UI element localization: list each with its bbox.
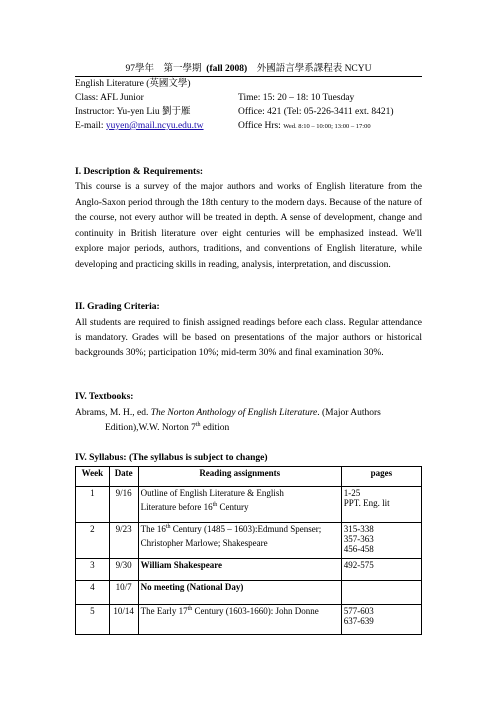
reading-cell <box>138 605 341 635</box>
reading-line: Outline of English Literature & English <box>140 488 284 498</box>
reading-part: The 16 <box>140 524 166 534</box>
week-cell: 1 <box>76 487 110 523</box>
reading-line <box>141 502 339 512</box>
textbook-author: Abrams, M. H., ed. <box>75 408 151 418</box>
pages-cell <box>341 523 421 559</box>
textbook-rest: . (Major Authors <box>317 408 381 418</box>
pages-cell <box>341 487 421 523</box>
header-week: Week <box>76 467 110 487</box>
pages-line: 315-338 <box>343 524 374 534</box>
textbooks-heading: IV. Textbooks: <box>75 392 134 402</box>
reading-part: Century (1603-1660): John Donne <box>192 606 319 616</box>
table-row <box>76 559 422 581</box>
table-row <box>76 581 422 605</box>
header-date: Date <box>109 467 138 487</box>
email-link[interactable]: yuyen@mail.ncyu.edu.tw <box>105 121 204 131</box>
pages-line: 357-363 <box>343 534 374 544</box>
week-cell: 2 <box>76 523 110 559</box>
textbook-edition-sup: th <box>195 421 201 428</box>
header-fall: (fall 2008) <box>206 64 248 74</box>
reading-part: Century <box>217 502 249 512</box>
header-pages: pages <box>341 467 421 487</box>
office-hours-value: Wed. 8:10 – 10:00; 13:00 – 17:00 <box>283 123 371 130</box>
time-label: Time: 15: 20 – 18: 10 Tuesday <box>238 93 355 103</box>
date-cell: 10/7 <box>109 581 138 605</box>
reading-line: Christopher Marlowe; Shakespeare <box>140 538 268 548</box>
date-cell: 9/23 <box>109 523 138 559</box>
header-term: 第一學期 <box>163 64 202 74</box>
course-header <box>75 63 422 77</box>
syllabus-table <box>75 466 422 635</box>
table-row <box>76 487 422 523</box>
date-cell: 9/16 <box>109 487 138 523</box>
email-line <box>75 120 204 132</box>
office-hours-line <box>238 120 371 133</box>
date-cell: 9/30 <box>109 559 138 581</box>
reading-cell: No meeting (National Day) <box>138 581 341 605</box>
syllabus-heading: IV. Syllabus: (The syllabus is subject to change) <box>75 453 268 463</box>
instructor-label: Instructor: Yu-yen Liu 劉于雁 <box>75 107 191 117</box>
header-dept: 外國語言學系課程表 NCYU <box>256 64 372 74</box>
reading-line <box>141 524 339 534</box>
pages-cell <box>341 605 421 635</box>
reading-sup: th <box>187 606 193 612</box>
course-title: English Literature <box>75 79 144 89</box>
description-heading: I. Description & Requirements: <box>75 167 204 177</box>
pages-line: 637-639 <box>343 616 374 626</box>
class-label: Class: AFL Junior <box>75 93 144 103</box>
pages-line: 577-603 <box>343 606 374 616</box>
reading-cell: William Shakespeare <box>138 559 341 581</box>
pages-cell: 492-575 <box>341 559 421 581</box>
pages-line: 456-458 <box>343 544 374 554</box>
textbook-edition: Edition),W.W. Norton 7 <box>105 423 196 433</box>
table-header-row <box>76 467 422 487</box>
textbook-title: The Norton Anthology of English Literature <box>150 408 318 418</box>
description-text: This course is a survey of the major authors and works of English literature from the Anglo-Saxon period through the 18th century to the modern days. Because of the nature of the course, not every author will be treated in depth. A sense of development, change and continuity in British literature over eight centuries will be emphasized instead. We'll explore major periods, authors, traditions, and conventions of English literature, while developing and practicing skills in reading, analysis, interpretation, and discussion. <box>75 182 422 270</box>
reading-sup: th <box>212 502 218 508</box>
week-cell: 5 <box>76 605 110 635</box>
pages-line: 1-25 <box>343 488 361 498</box>
textbook-line-1 <box>75 407 381 419</box>
week-cell: 4 <box>76 581 110 605</box>
reading-part: The Early 17 <box>140 606 188 616</box>
textbook-line-2 <box>105 422 229 434</box>
header-reading: Reading assignments <box>138 467 341 487</box>
grading-heading: II. Grading Criteria: <box>75 302 160 312</box>
reading-part: Century (1485 – 1603):Edmund Spenser; <box>170 524 322 534</box>
reading-cell <box>138 487 341 523</box>
pages-line: PPT. Eng. lit <box>343 498 390 508</box>
date-cell: 10/14 <box>109 605 138 635</box>
office-hours-label: Office Hrs: <box>238 121 284 131</box>
email-prefix: E-mail: <box>75 121 106 131</box>
reading-sup: th <box>165 524 171 530</box>
reading-cell <box>138 523 341 559</box>
table-row <box>76 605 422 635</box>
week-cell: 3 <box>76 559 110 581</box>
office-label: Office: 421 (Tel: 05-226-3411 ext. 8421) <box>238 107 394 117</box>
table-row <box>76 523 422 559</box>
course-title-line <box>75 78 191 90</box>
pages-cell <box>341 581 421 605</box>
textbook-edition-end: edition <box>200 423 230 433</box>
header-year: 97學年 <box>125 64 155 74</box>
grading-text: All students are required to finish assigned readings before each class. Regular attendance is mandatory. Grades will be based on presentations of the major authors or historical backgrounds 30%; participation 10%; mid-term 30% and final examination 30%. <box>75 318 422 358</box>
course-title-cn: (英國文學) <box>146 79 191 89</box>
reading-part: Literature before 16 <box>140 502 213 512</box>
